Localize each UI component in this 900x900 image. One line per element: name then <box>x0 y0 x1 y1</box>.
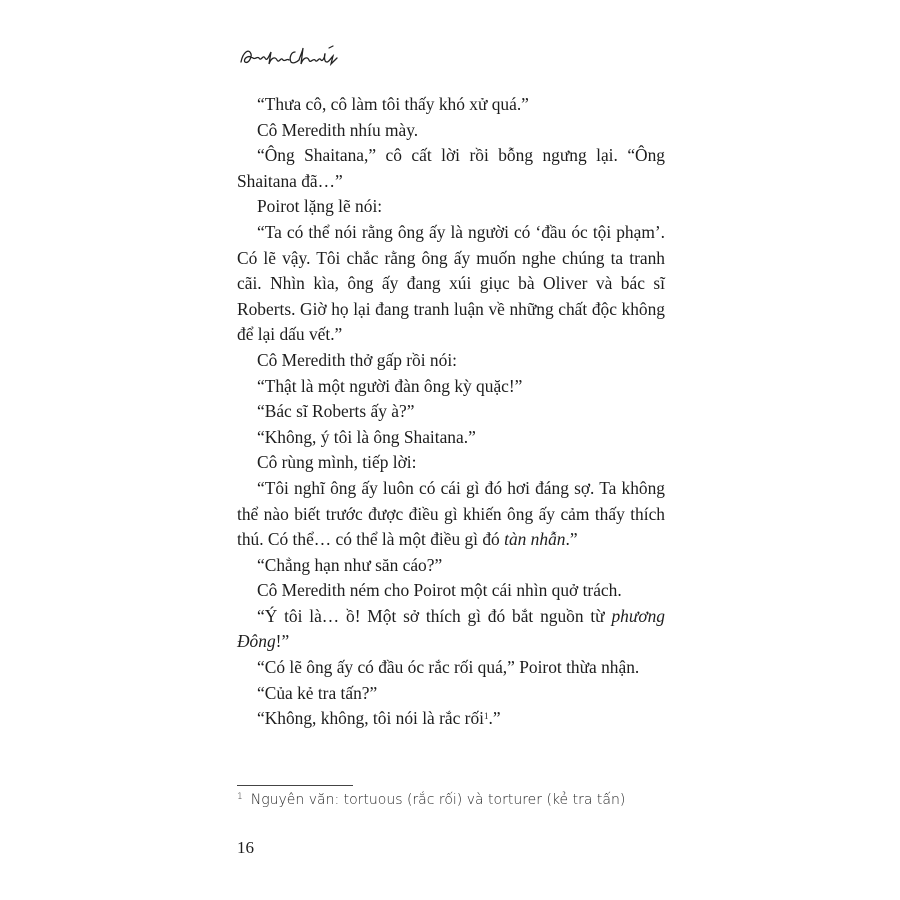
footnote-reference[interactable]: 1 <box>484 711 489 722</box>
paragraph: “Của kẻ tra tấn?” <box>257 682 378 703</box>
paragraph <box>237 604 665 655</box>
paragraph: Poirot lặng lẽ nói: <box>257 196 383 217</box>
paragraph <box>237 476 665 553</box>
paragraph: “Thật là một người đàn ông kỳ quặc!” <box>257 375 523 396</box>
emphasis-text: phương Đông <box>237 605 665 652</box>
footnote-mark: 1 <box>237 792 243 802</box>
paragraph: “Ông Shaitana,” cô cất lời rồi bỗng ngưng lại. “Ông Shaitana đã…” <box>237 145 665 191</box>
paragraph: Cô Meredith ném cho Poirot một cái nhìn quở trách. <box>257 580 622 601</box>
paragraph: Cô Meredith thở gấp rồi nói: <box>257 349 457 370</box>
paragraph: “Có lẽ ông ấy có đầu óc rắc rối quá,” Poirot thừa nhận. <box>257 657 640 678</box>
paragraph: “Ta có thể nói rằng ông ấy là người có ‘đầu óc tội phạm’. Có lẽ vậy. Tôi chắc rằng ông ấy muốn nghe chúng ta tranh cãi. Nhìn kìa, ông ấy đang xúi giục bà Oliver và bác sĩ Roberts. Giờ họ lại đang tranh luận về những chất độc không để lại dấu vết.” <box>237 221 665 345</box>
paragraph: “Không, ý tôi là ông Shaitana.” <box>257 426 476 447</box>
paragraph: “Bác sĩ Roberts ấy à?” <box>257 401 415 422</box>
footnote-text: Nguyên văn: tortuous (rắc rối) và torturer (kẻ tra tấn) <box>250 792 626 808</box>
paragraph: “Thưa cô, cô làm tôi thấy khó xử quá.” <box>257 94 529 114</box>
paragraph-text: !” <box>275 631 290 652</box>
paragraph-text: “Ý tôi là… ồ! Một sở thích gì đó bắt nguồn từ <box>257 605 612 626</box>
paragraph-text: “Tôi nghĩ ông ấy luôn có cái gì đó hơi đáng sợ. Ta không thể nào biết trước được điều gì khiến ông ấy cảm thấy thích thú. Có thể… có thể là một điều gì đó <box>237 477 665 550</box>
author-signature <box>237 40 341 72</box>
paragraph: “Chẳng hạn như săn cáo?” <box>257 554 443 575</box>
paragraph-text: .” <box>565 529 578 550</box>
paragraph-text: .” <box>488 708 501 729</box>
signature-icon <box>237 40 341 72</box>
footnote-divider <box>237 785 353 786</box>
page-number: 16 <box>237 838 254 857</box>
paragraph: Cô rùng mình, tiếp lời: <box>257 452 417 473</box>
paragraph-text: “Không, không, tôi nói là rắc rối <box>257 708 484 729</box>
paragraph: Cô Meredith nhíu mày. <box>257 119 419 140</box>
footnote <box>237 792 625 808</box>
emphasis-text: tàn nhẫn <box>504 529 566 550</box>
paragraph <box>237 706 665 732</box>
page-body <box>237 92 665 732</box>
